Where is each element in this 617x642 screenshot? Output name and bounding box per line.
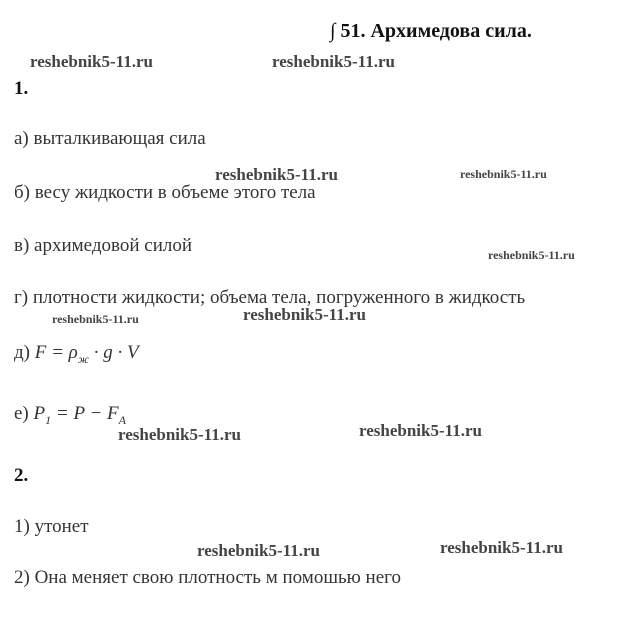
watermark: reshebnik5-11.ru <box>215 165 338 184</box>
answer-1d-prefix: д) <box>14 342 30 363</box>
watermark: reshebnik5-11.ru <box>197 541 320 560</box>
formula-archimedes-force: $F = \rho_ж \cdot g \cdot V$ <box>34 342 139 366</box>
answer-2-2: 2) Она меняет свою плотность м помошью него <box>14 567 401 588</box>
watermark: reshebnik5-11.ru <box>118 425 241 444</box>
watermark: reshebnik5-11.ru <box>460 167 547 181</box>
answer-1e-prefix: е) <box>14 403 29 424</box>
watermark: reshebnik5-11.ru <box>30 52 153 71</box>
answer-1b: б) весу жидкости в объеме этого тела <box>14 182 316 203</box>
answer-1v: в) архимедовой силой <box>14 235 193 256</box>
page-title: ∫ 51. Архимедова сила. <box>330 20 532 42</box>
answer-1a: а) выталкивающая сила <box>14 128 206 149</box>
watermark: reshebnik5-11.ru <box>272 52 395 71</box>
formula-weight-in-liquid: $P_1 = P - F_A$ <box>33 403 126 427</box>
answer-1d <box>14 342 139 367</box>
watermark: reshebnik5-11.ru <box>440 538 563 557</box>
section-2-number: 2. <box>14 465 29 486</box>
watermark: reshebnik5-11.ru <box>488 248 575 262</box>
watermark: reshebnik5-11.ru <box>243 305 366 324</box>
watermark: reshebnik5-11.ru <box>52 312 139 326</box>
answer-1g: г) плотности жидкости; объема тела, погруженного в жидкость <box>14 287 526 308</box>
answer-2-1: 1) утонет <box>14 516 89 537</box>
watermark: reshebnik5-11.ru <box>359 421 482 440</box>
section-1-number: 1. <box>14 78 29 99</box>
answer-1e <box>14 403 126 428</box>
